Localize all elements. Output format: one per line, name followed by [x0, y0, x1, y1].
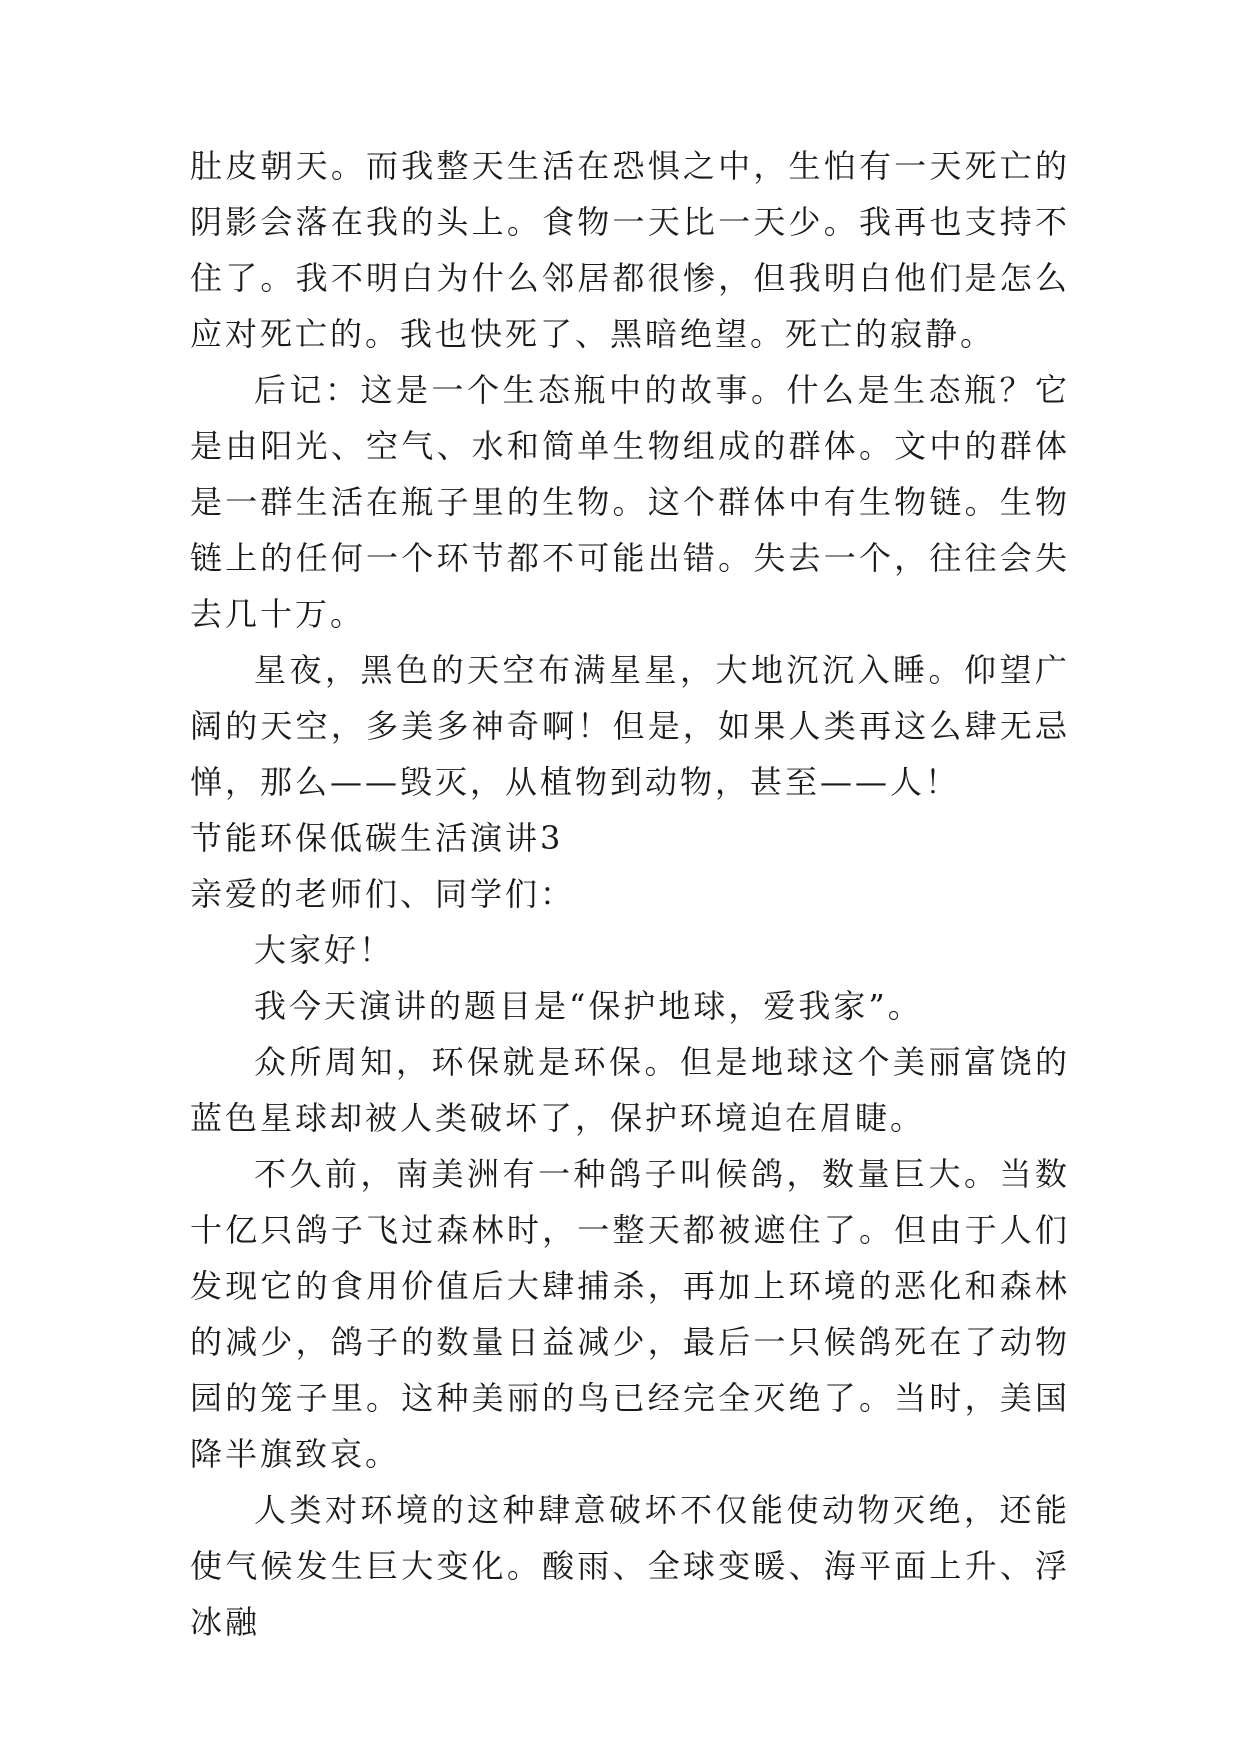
speech-title: 节能环保低碳生活演讲3 — [190, 819, 564, 857]
paragraph-starry-night: 星夜，黑色的天空布满星星，大地沉沉入睡。仰望广阔的天空，多美多神奇啊！但是，如果人类再这么肆无忌惮，那么——毁灭，从植物到动物，甚至——人！ — [190, 651, 1070, 801]
greeting: 大家好！ — [254, 931, 395, 969]
paragraph-climate: 人类对环境的这种肆意破坏不仅能使动物灭绝，还能使气候发生巨大变化。酸雨、全球变暖、海平面上升、浮冰融 — [190, 1491, 1070, 1641]
paragraph-intro: 众所周知，环保就是环保。但是地球这个美丽富饶的蓝色星球却被人类破坏了，保护环境迫在眉睫。 — [190, 1043, 1070, 1137]
document-body — [190, 138, 1070, 1650]
paragraph-passenger-pigeon: 不久前，南美洲有一种鸽子叫候鸽，数量巨大。当数十亿只鸽子飞过森林时，一整天都被遮住了。但由于人们发现它的食用价值后大肆捕杀，再加上环境的恶化和森林的减少，鸽子的数量日益减少，最后一只候鸽死在了动物园的笼子里。这种美丽的鸟已经完全灭绝了。当时，美国降半旗致哀。 — [190, 1155, 1070, 1473]
paragraph-postscript: 后记：这是一个生态瓶中的故事。什么是生态瓶？它是由阳光、空气、水和简单生物组成的群体。文中的群体是一群生活在瓶子里的生物。这个群体中有生物链。生物链上的任何一个环节都不可能出错。失去一个，往往会失去几十万。 — [190, 371, 1070, 633]
paragraph-continued: 肚皮朝天。而我整天生活在恐惧之中，生怕有一天死亡的阴影会落在我的头上。食物一天比一天少。我再也支持不住了。我不明白为什么邻居都很惨，但我明白他们是怎么应对死亡的。我也快死了、黑暗绝望。死亡的寂静。 — [190, 147, 1070, 353]
paragraph-topic: 我今天演讲的题目是“保护地球，爱我家”。 — [254, 987, 923, 1025]
salutation: 亲爱的老师们、同学们： — [190, 875, 576, 913]
